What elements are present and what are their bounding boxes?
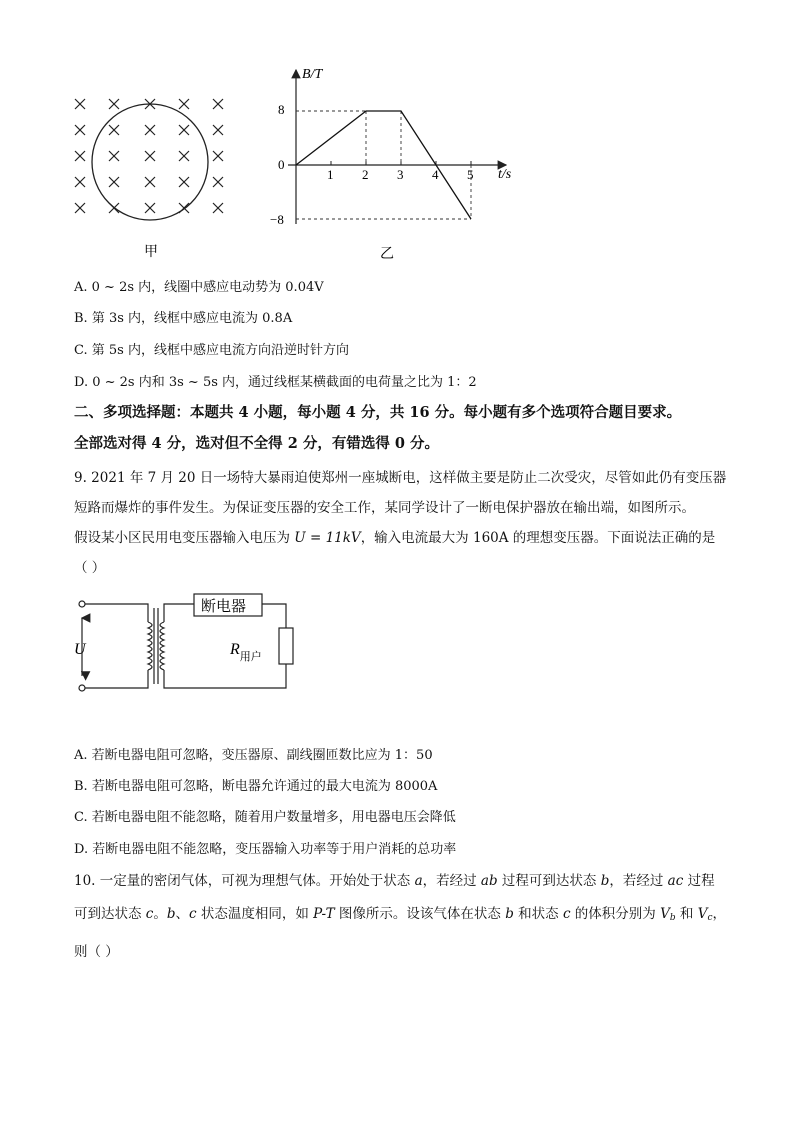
- y-tick-neg8: −8: [270, 212, 284, 227]
- q9-option-d: D. 若断电器电阻不能忽略，变压器输入功率等于用户消耗的总功率: [74, 842, 457, 857]
- field-cross: [75, 177, 85, 187]
- field-cross: [213, 151, 223, 161]
- q9-option-a: A. 若断电器电阻可忽略，变压器原、副线圈匝数比应为 1：50: [74, 748, 433, 763]
- field-cross: [179, 125, 189, 135]
- x-tick-label: 5: [467, 167, 474, 182]
- input-terminal-top: [79, 601, 85, 607]
- q9-line3: 假设某小区民用电变压器输入电压为 U = 11kV，输入电流最大为 160A 的理想变压器。下面说法正确的是: [74, 530, 716, 546]
- field-cross: [109, 125, 119, 135]
- field-crosses: [75, 99, 223, 213]
- field-cross: [109, 99, 119, 109]
- primary-coil: [148, 622, 152, 670]
- field-cross: [213, 177, 223, 187]
- q10-line1: 10. 一定量的密闭气体，可视为理想气体。开始处于状态 a，若经过 ab 过程可到达状态 b，若经过 ac 过程: [74, 873, 715, 889]
- figure-yi: [268, 64, 528, 264]
- y-tick-8: 8: [278, 102, 285, 117]
- field-cross: [213, 99, 223, 109]
- coil-circle: [92, 104, 208, 220]
- breaker-label: 断电器: [201, 599, 247, 615]
- q9-line1: 9. 2021 年 7 月 20 日一场特大暴雨迫使郑州一座城断电，这样做主要是防止二次受灾，尽管如此仍有变压器: [74, 470, 727, 486]
- section2-heading-line1: 二、多项选择题：本题共 4 小题，每小题 4 分，共 16 分。每小题有多个选项符合题目要求。: [74, 404, 682, 421]
- voltage-label: U: [74, 641, 86, 658]
- q8-option-d: D. 0 ~ 2s 内和 3s ~ 5s 内，通过线框某横截面的电荷量之比为 1：2: [74, 375, 477, 390]
- field-cross: [179, 151, 189, 161]
- section2-heading-line2: 全部选对得 4 分，选对但不全得 2 分，有错选得 0 分。: [74, 435, 440, 452]
- q9-answer-blank: （ ）: [74, 560, 106, 576]
- x-tick-label: 4: [432, 167, 439, 182]
- user-resistor: [279, 628, 293, 664]
- field-cross: [109, 177, 119, 187]
- q8-option-c: C. 第 5s 内，线框中感应电流方向沿逆时针方向: [74, 343, 349, 358]
- secondary-coil: [160, 622, 164, 670]
- field-cross: [75, 151, 85, 161]
- q8-option-b: B. 第 3s 内，线框中感应电流为 0.8A: [74, 311, 293, 326]
- field-cross: [179, 99, 189, 109]
- q8-option-a: A. 0 ~ 2s 内，线圈中感应电动势为 0.04V: [74, 280, 324, 295]
- field-cross: [75, 125, 85, 135]
- x-axis-label: t/s: [498, 167, 512, 182]
- field-cross: [75, 203, 85, 213]
- x-tick-label: 3: [397, 167, 404, 182]
- q9-option-b: B. 若断电器电阻可忽略，断电器允许通过的最大电流为 8000A: [74, 779, 438, 794]
- field-cross: [145, 203, 155, 213]
- q10-answer-blank: 则（ ）: [74, 944, 119, 960]
- q10-line2: 可到达状态 c。b、c 状态温度相同，如 P-T 图像所示。设该气体在状态 b 和状态 c 的体积分别为 $V_b$ 和 $V_c$，: [74, 906, 727, 923]
- transformer-circuit: [70, 588, 310, 698]
- q9-line2: 短路而爆炸的事件发生。为保证变压器的安全工作，某同学设计了一断电保护器放在输出端，如图所示。: [74, 500, 695, 516]
- figure-jia: [68, 92, 238, 262]
- q9-option-c: C. 若断电器电阻不能忽略，随着用户数量增多，用电器电压会降低: [74, 810, 456, 825]
- field-cross: [213, 125, 223, 135]
- figure-jia-label: 甲: [144, 245, 158, 260]
- field-cross: [145, 177, 155, 187]
- field-cross: [75, 99, 85, 109]
- field-cross: [145, 125, 155, 135]
- q9-voltage-formula: U = 11kV: [294, 530, 361, 546]
- field-cross: [145, 151, 155, 161]
- x-tick-label: 1: [327, 167, 334, 182]
- input-terminal-bottom: [79, 685, 85, 691]
- resistor-label: $R_{用户}$: [230, 641, 262, 663]
- field-cross: [179, 177, 189, 187]
- field-cross: [213, 203, 223, 213]
- figure-yi-label: 乙: [380, 247, 394, 262]
- origin-label: 0: [278, 157, 285, 172]
- field-cross: [109, 151, 119, 161]
- x-tick-label: 2: [362, 167, 369, 182]
- y-axis-label: B/T: [302, 67, 323, 82]
